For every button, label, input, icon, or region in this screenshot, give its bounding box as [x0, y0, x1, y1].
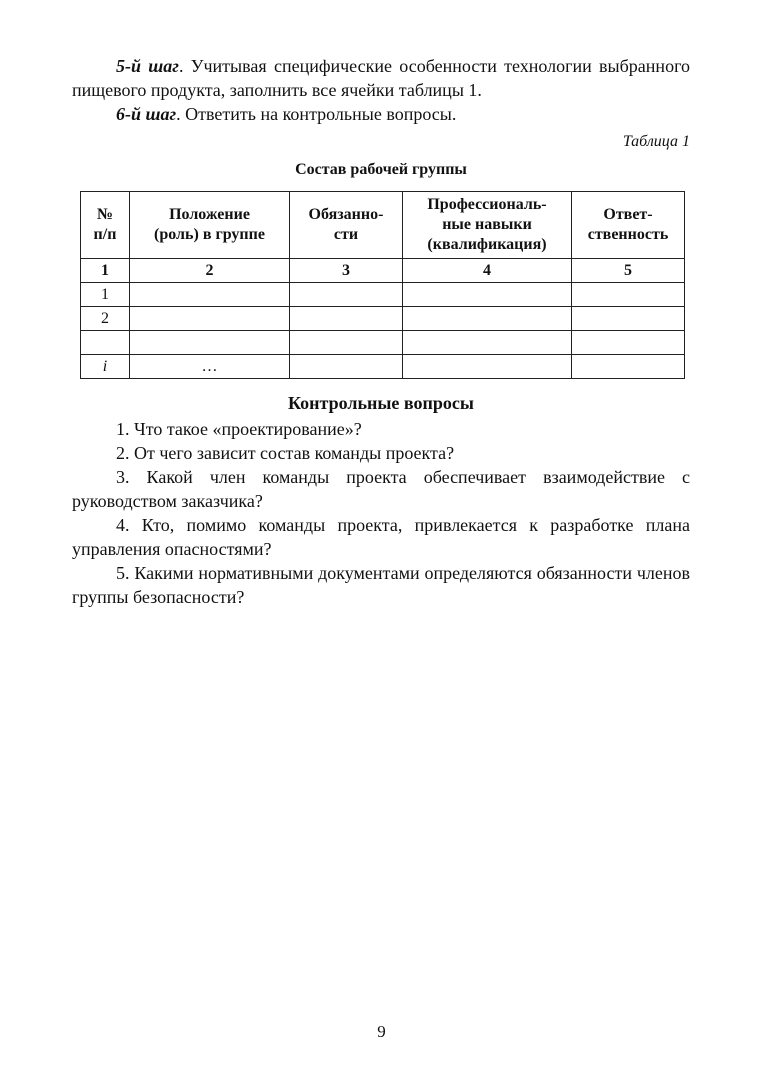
- row-cell: [290, 307, 403, 331]
- table-header-row: [81, 192, 685, 259]
- row-cell: [572, 307, 685, 331]
- step-6-text: . Ответить на контрольные вопросы.: [176, 104, 457, 124]
- row-cell: [290, 331, 403, 355]
- column-number: 3: [290, 259, 403, 283]
- row-cell: [403, 283, 572, 307]
- question-item: 1. Что такое «проектирование»?: [116, 419, 362, 439]
- table-label: Таблица 1: [622, 133, 690, 150]
- step-6-label: 6-й шаг: [116, 104, 177, 124]
- header-skills: Профессиональ- ные навыки (квалификация): [403, 192, 572, 259]
- table-row: [81, 307, 685, 331]
- row-cell: [572, 283, 685, 307]
- step-6-paragraph: [72, 102, 690, 126]
- row-role-cell: [130, 331, 290, 355]
- header-number: № п/п: [81, 192, 130, 259]
- header-role: Положение (роль) в группе: [130, 192, 290, 259]
- question-item: 5. Какими нормативными документами определяются обязанности членов группы безопасности?: [72, 563, 690, 607]
- row-cell: [403, 331, 572, 355]
- step-5-label: 5-й шаг: [116, 56, 179, 76]
- header-responsibility: Ответ- ственность: [572, 192, 685, 259]
- table-row: [81, 355, 685, 379]
- row-number: [81, 331, 130, 355]
- table-title: Состав рабочей группы: [295, 161, 467, 178]
- row-cell: [290, 283, 403, 307]
- table-column-numbers-row: [81, 259, 685, 283]
- column-number: 1: [81, 259, 130, 283]
- question-item: 3. Какой член команды проекта обеспечивает взаимодействие с руководством заказчика?: [72, 467, 690, 511]
- row-number: 2: [81, 307, 130, 331]
- questions-title: Контрольные вопросы: [288, 393, 474, 413]
- row-role-cell: …: [130, 355, 290, 379]
- table-row: [81, 331, 685, 355]
- row-cell: [403, 307, 572, 331]
- column-number: 2: [130, 259, 290, 283]
- row-cell: [572, 355, 685, 379]
- row-number: 1: [81, 283, 130, 307]
- question-item: 4. Кто, помимо команды проекта, привлекается к разработке плана управления опасностями?: [72, 515, 690, 559]
- step-5-paragraph: [72, 54, 690, 102]
- work-group-table: [80, 191, 685, 379]
- row-cell: [403, 355, 572, 379]
- step-5-text: . Учитывая специфические особенности технологии выбранного пищевого продукта, заполнить все ячейки таблицы 1.: [72, 56, 690, 100]
- row-role-cell: [130, 307, 290, 331]
- column-number: 4: [403, 259, 572, 283]
- row-cell: [290, 355, 403, 379]
- row-number: i: [81, 355, 130, 379]
- row-cell: [572, 331, 685, 355]
- row-role-cell: [130, 283, 290, 307]
- question-item: 2. От чего зависит состав команды проекта?: [116, 443, 455, 463]
- table-row: [81, 283, 685, 307]
- column-number: 5: [572, 259, 685, 283]
- page-content: [72, 54, 690, 609]
- header-duties: Обязанно- сти: [290, 192, 403, 259]
- page-number: 9: [377, 1022, 386, 1041]
